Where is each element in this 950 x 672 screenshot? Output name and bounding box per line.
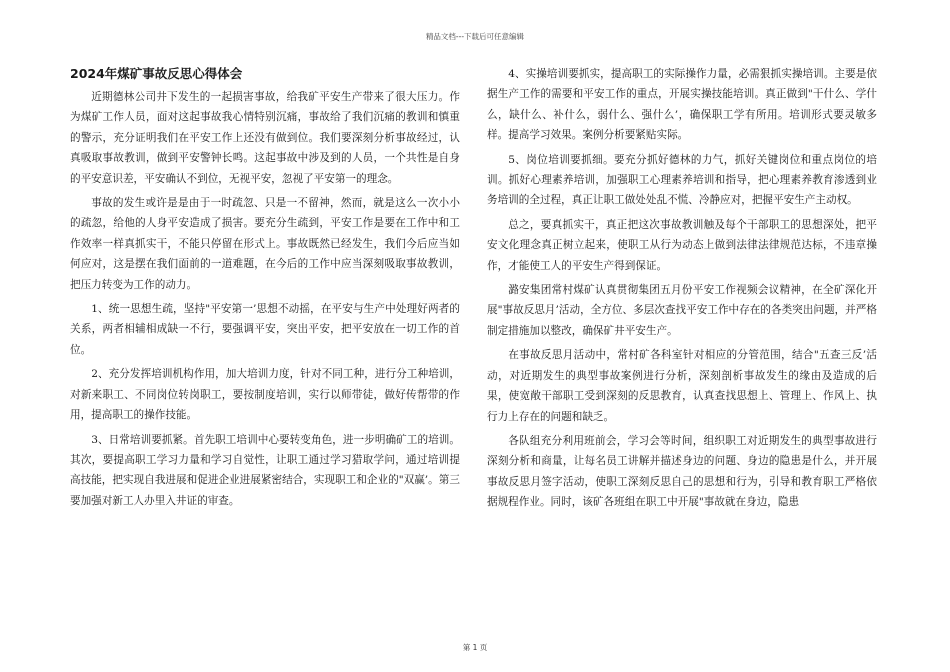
paragraph: 总之，要真抓实干，真正把这次事故教训触及每个干部职工的思想深处，把平安文化理念真正树立起来，使职工从行为动态上做到法律法律规范达标，不违章操作，才能使工人的平安生产得到保证。: [487, 218, 877, 272]
paragraph: 3、日常培训要抓紧。首先职工培训中心要转变角色，进一步明确矿工的培训。其次，要提高职工学习力量和学习自觉性，让职工通过学习猎取学问，通过培训提高技能，把实现自我进展和促进企业进展紧密结合，实现职工和企业的"双赢’。第三要加强对新工人办里入井证的审查。: [70, 433, 460, 507]
paragraph: 1、统一思想生疏，坚持"平安第一’思想不动摇，在平安与生产中处理好两者的关系，两者相辅相成缺一不行，要强调平安，突出平安，把平安放在一切工作的首位。: [70, 303, 460, 356]
paragraph: 近期德林公司井下发生的一起损害事故，给我矿平安生产带来了很大压力。作为煤矿工作人员，面对这起事故我心情特别沉痛，事故给了我们沉痛的教训和慎重的警示，充分证明我们在平安工作上还没有做到位。我们要深刻分析事故经过，认真吸取事故教训，做到平安警钟长鸣。这起事故中涉及到的人员，一个共性是自身的平安意识差，平安确认不到位，无视平安，忽视了平安第一的理念。: [70, 91, 460, 185]
paragraph: 4、实操培训要抓实，提高职工的实际操作力量，必需狠抓实操培训。主要是依据生产工作的需要和平安工作的重点，开展实操技能培训。真正做到"干什么、学什么，缺什么、补什么，弱什么、强什么’，确保职工学有所用。培训形式要灵敏多样。提高学习效果。案例分析要紧贴实际。: [487, 68, 877, 142]
paragraph: 事故的发生或许是是由于一时疏忽、只是一不留神，然而，就是这么一次小小的疏忽，给他的人身平安造成了损害。要充分生疏到，平安工作是要在工作中和工作效率一样真抓实干，不能只停留在形式上。事故既然已经发生，我们今后应当如何应对，这是摆在我们面前的一道难题，在今后的工作中应当深刻吸取事故教训，把压力转变为工作的动力。: [70, 197, 460, 291]
paragraph: 2、充分发挥培训机构作用，加大培训力度，针对不同工种，进行分工种培训，对新来职工、不同岗位转岗职工，要按制度培训，实行以师带徒，做好传帮带的作用，提高职工的操作技能。: [70, 368, 460, 422]
paragraph: 各队组充分利用班前会，学习会等时间，组织职工对近期发生的典型事故进行深刻分析和商量，让每名员工讲解并描述身边的问题、身边的隐患是什么，并开展事故反思月签字活动，使职工深刻反思自己的思想和行为，引导和教育职工严格依据规程作业。同时，该矿各班组在职工中开展"事故就在身边，隐患: [487, 434, 877, 509]
page-header: 精品文档---下载后可任意编辑: [425, 32, 525, 41]
paragraph: 5、岗位培训要抓细。要充分抓好德林的力气，抓好关键岗位和重点岗位的培训。抓好心理素养培训，加强职工心理素养培训和指导，把心理素养教育渗透到业务培训的全过程，真正让职工做处处乱不慌、冷静应对，把握平安生产主动权。: [487, 153, 877, 207]
left-column: [70, 64, 460, 515]
paragraph: 潞安集团常村煤矿认真贯彻集团五月份平安工作视频会议精神，在全矿深化开展"事故反思月’活动，全方位、多层次查找平安工作中存在的各类突出问题，并严格制定措施加以整改，确保矿井平安生产。: [487, 284, 877, 337]
page-number: 第 1 页: [462, 643, 488, 652]
document-title: 2024年煤矿事故反思心得体会: [70, 66, 243, 81]
paragraph: 在事故反思月活动中，常村矿各科室针对相应的分管范围，结合"五查三反’活动，对近期发生的典型事故案例进行分析，深刻剖析事故发生的缘由及造成的后果，使宽敞干部职工受到深刻的反思教育，认真查找思想上、管理上、作风上、执行力上存在的问题和缺乏。: [487, 349, 877, 423]
right-column: [487, 64, 877, 517]
